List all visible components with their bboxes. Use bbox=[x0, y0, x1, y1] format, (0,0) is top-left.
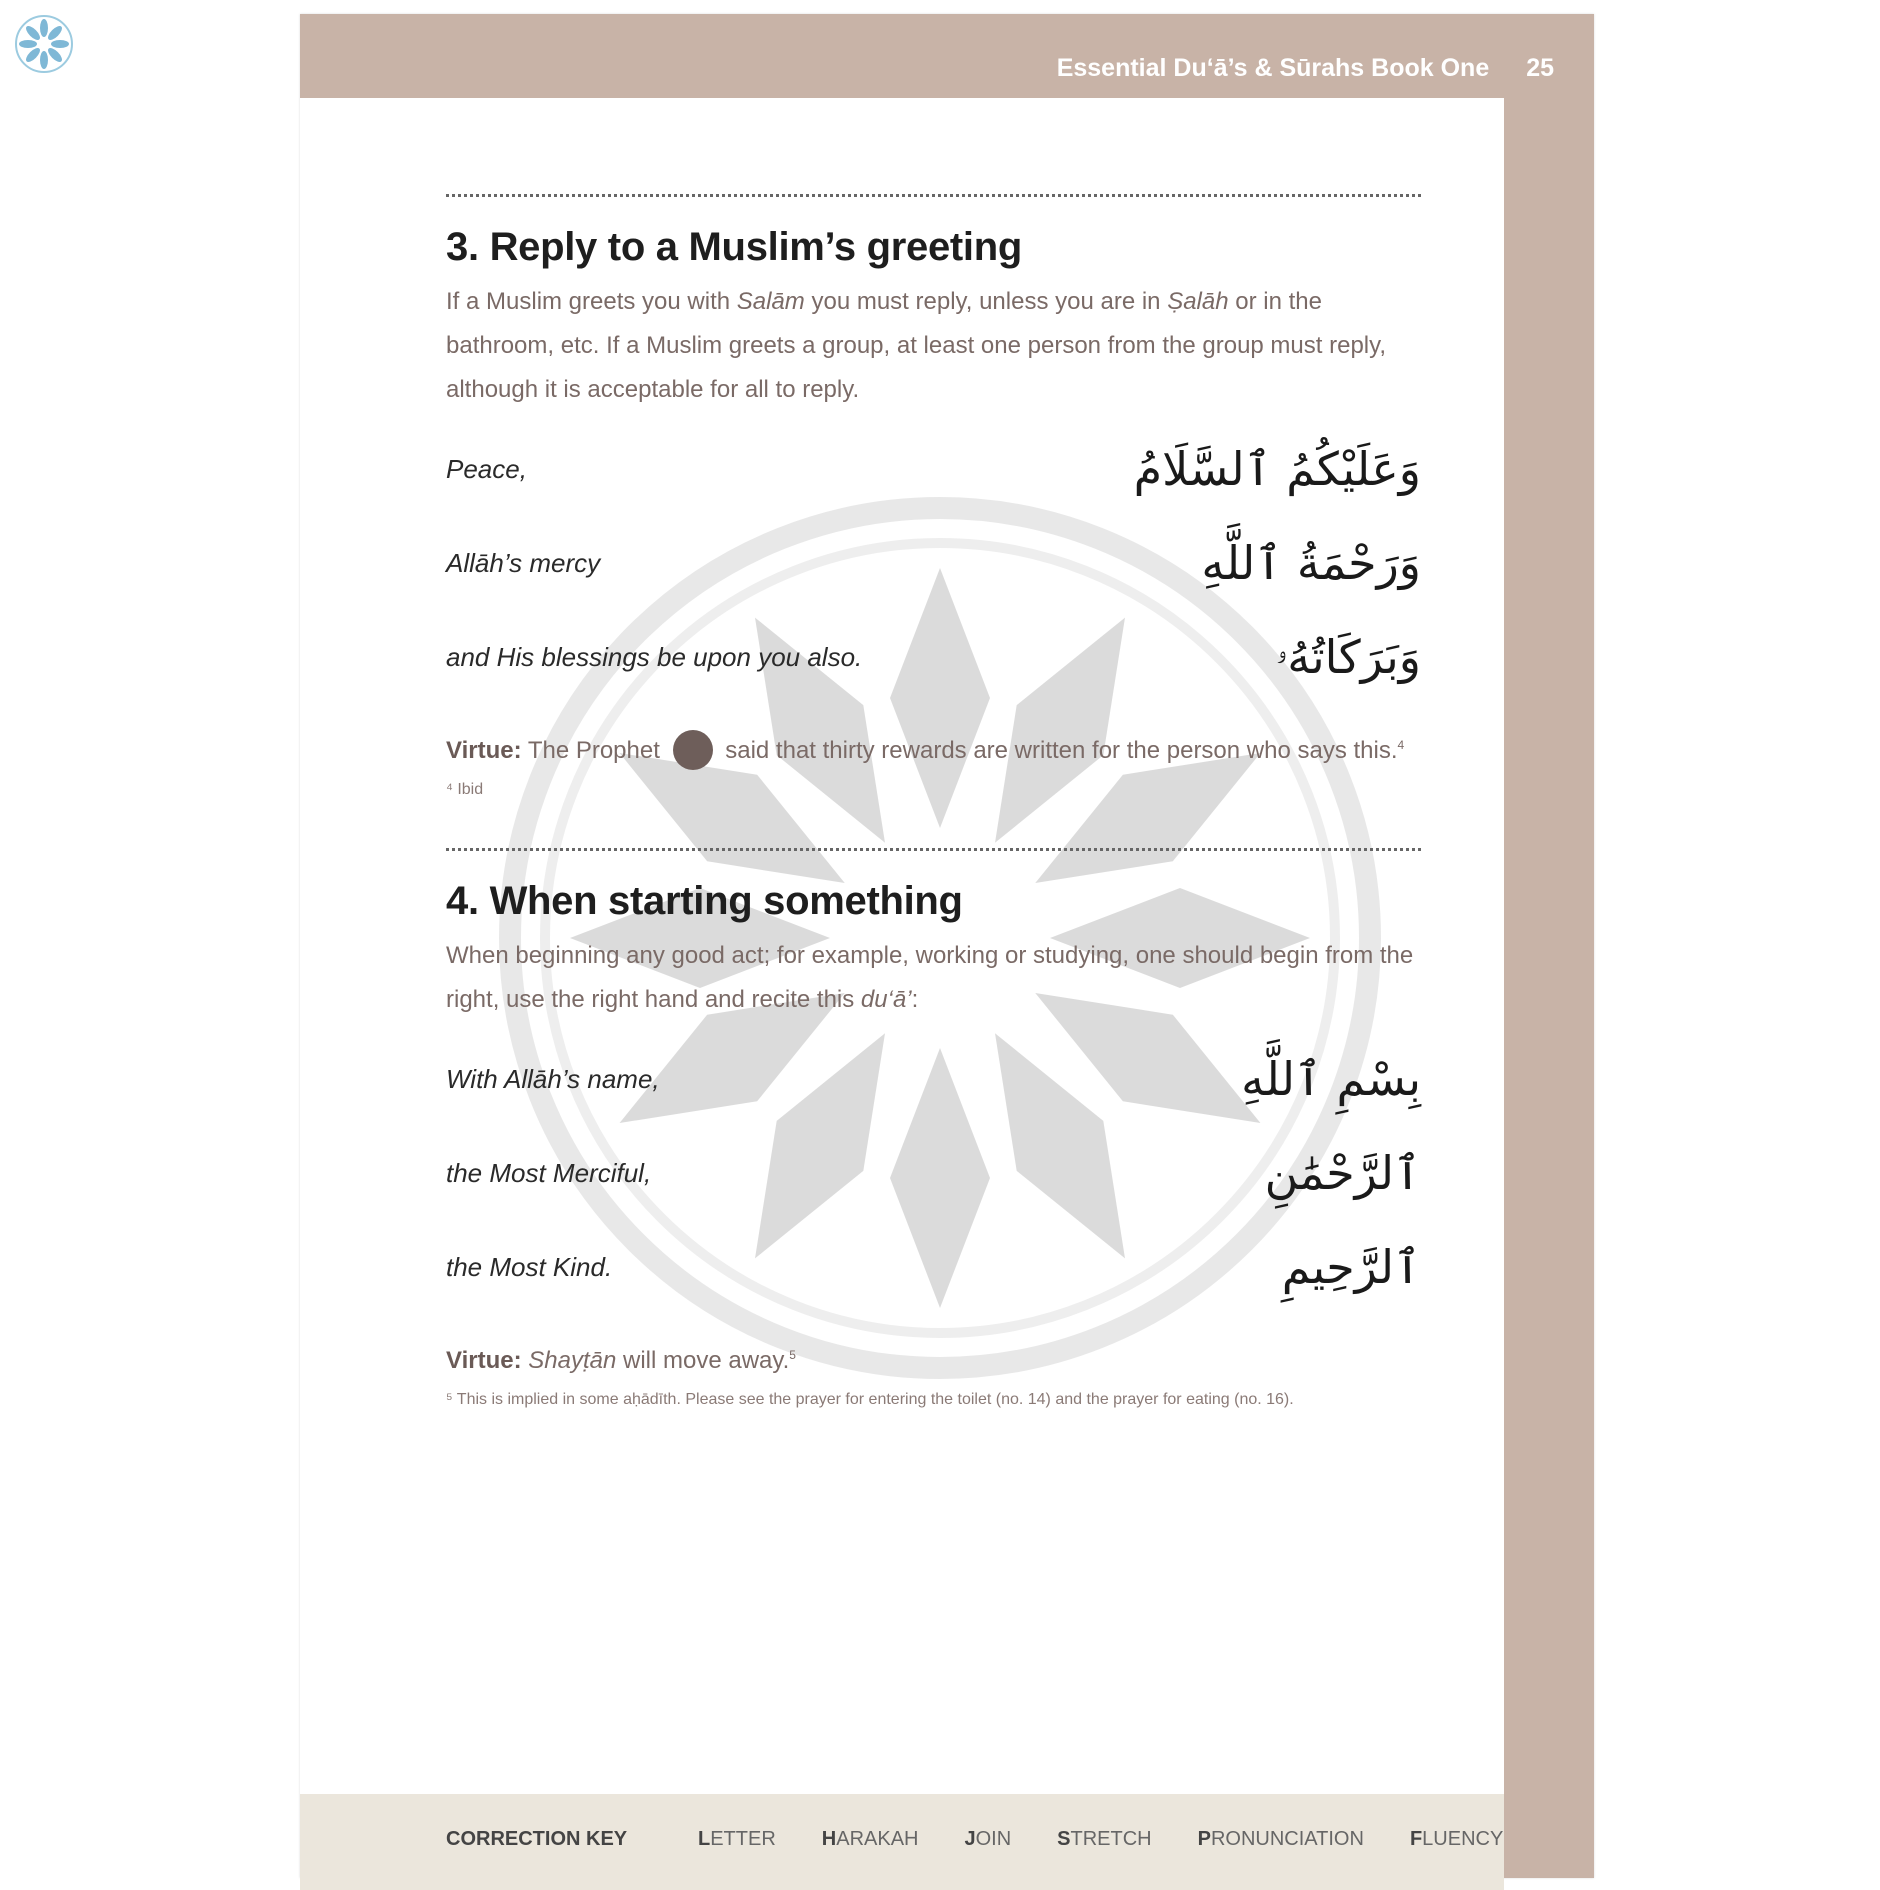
dua-line bbox=[446, 1146, 1421, 1240]
dua-translation: the Most Merciful, bbox=[446, 1158, 652, 1188]
dua-arabic: وَرَحْمَةُ ٱللَّهِ bbox=[1201, 536, 1421, 590]
page-content bbox=[446, 194, 1421, 1414]
page-number: 25 bbox=[1526, 54, 1554, 82]
correction-key-bar bbox=[300, 1794, 1504, 1890]
correction-key-item: LETTER bbox=[698, 1828, 776, 1850]
dua-translation: With Allāh’s name, bbox=[446, 1064, 660, 1094]
footnote: ⁴ Ibid bbox=[446, 781, 484, 798]
page-body bbox=[300, 98, 1504, 1878]
section-3-virtue: Virtue: The Prophet said that thirty rewards are written for the person who says this.$^4$ bbox=[446, 724, 1421, 772]
correction-key-item: JOIN bbox=[964, 1828, 1012, 1850]
correction-key-label: CORRECTION KEY bbox=[446, 1828, 628, 1850]
footnote: ⁵ This is implied in some aḥādīth. Please see the prayer for entering the toilet (no. 14) and the prayer for eating (no. 16). bbox=[446, 1391, 1294, 1408]
dua-arabic: ٱلرَّحْمَٰنِ bbox=[1264, 1146, 1421, 1200]
dua-translation: Peace, bbox=[446, 454, 527, 484]
book-page bbox=[300, 14, 1594, 1878]
correction-key-item: FLUENCY bbox=[1409, 1828, 1504, 1850]
dua-line bbox=[446, 1240, 1421, 1334]
running-head bbox=[1057, 54, 1554, 94]
correction-key-item: STRETCH bbox=[1057, 1828, 1152, 1850]
section-divider bbox=[446, 194, 1421, 197]
section-4-heading: 4. When starting something bbox=[446, 879, 963, 923]
section-4-intro: When beginning any good act; for example, working or studying, one should begin from the right, use the right hand and recite this du‘ā’: bbox=[446, 942, 1414, 1013]
dua-translation: Allāh’s mercy bbox=[446, 548, 601, 578]
section-3-intro: If a Muslim greets you with Salām you must reply, unless you are in Ṣalāh or in the bathroom, etc. If a Muslim greets a group, at least one person from the group must reply, although it is acceptable for all to reply. bbox=[446, 288, 1387, 403]
correction-key-item: PRONUNCIATION bbox=[1197, 1828, 1364, 1850]
section-divider bbox=[446, 848, 1421, 851]
dua-arabic: وَبَرَكَاتُهُۥ bbox=[1275, 630, 1421, 684]
dua-arabic: ٱلرَّحِيمِ bbox=[1281, 1240, 1421, 1294]
correction-key-items bbox=[698, 1828, 1503, 1851]
dua-line bbox=[446, 630, 1421, 724]
dua-line bbox=[446, 536, 1421, 630]
correction-key-item: HARAKAH bbox=[821, 1828, 919, 1850]
dua-line bbox=[446, 1052, 1421, 1146]
dua-arabic: وَعَلَيْكُمُ ٱلسَّلَامُ bbox=[1133, 442, 1421, 496]
flower-logo-icon bbox=[14, 14, 74, 74]
book-title: Essential Du‘ā’s & Sūrahs Book One bbox=[1056, 54, 1490, 82]
dua-translation: the Most Kind. bbox=[446, 1252, 613, 1282]
dua-arabic: بِسْمِ ٱللَّهِ bbox=[1241, 1052, 1421, 1106]
salutation-seal-icon bbox=[673, 730, 713, 770]
dua-line bbox=[446, 442, 1421, 536]
section-3-heading: 3. Reply to a Muslim’s greeting bbox=[446, 225, 1023, 269]
dua-translation: and His blessings be upon you also. bbox=[446, 642, 863, 672]
section-4-virtue: Virtue: Shayṭān will move away.$^5$ bbox=[446, 1347, 796, 1374]
